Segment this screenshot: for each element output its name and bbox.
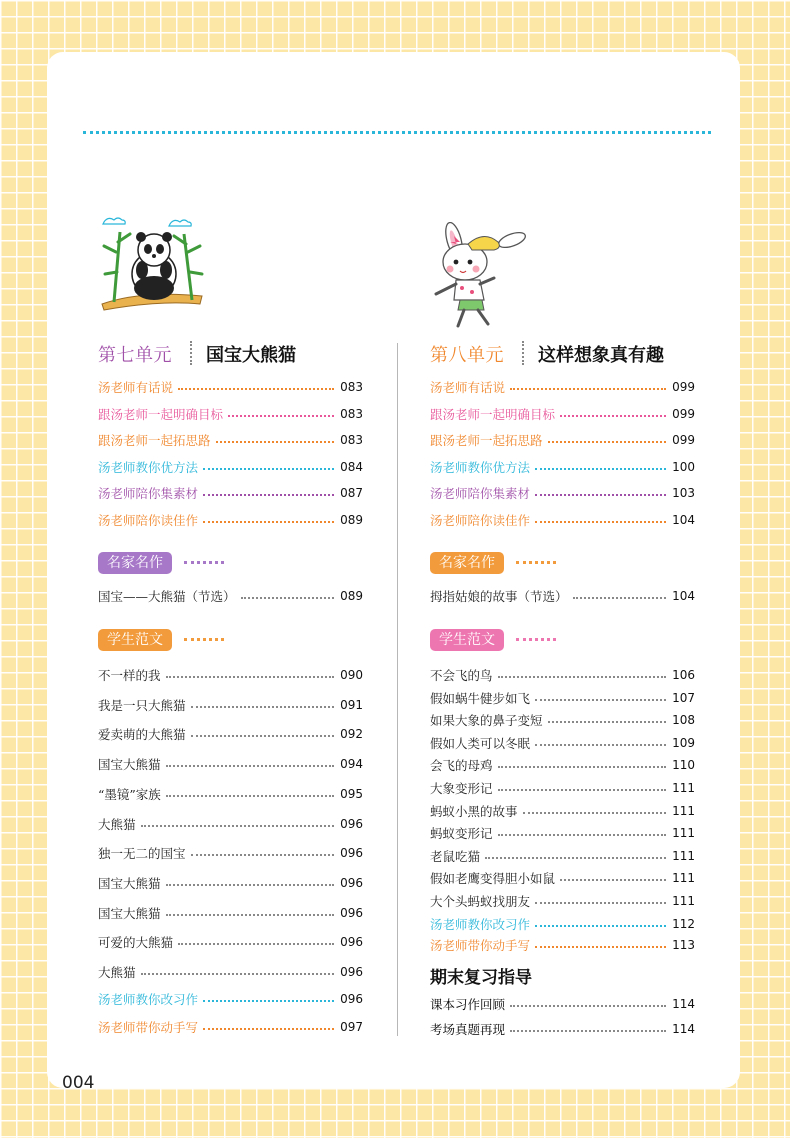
toc-entry: [98, 431, 363, 449]
toc-entry: [98, 458, 363, 476]
toc-entry-title: 国宝——大熊猫（节选）: [98, 589, 236, 604]
toc-leader-dots: [510, 388, 666, 390]
toc-entry-title: 如果大象的鼻子变短: [430, 713, 543, 729]
toc-entry-title: 汤老师带你动手写: [430, 937, 531, 953]
toc-entry: [98, 725, 363, 743]
toc-entry: [430, 666, 695, 684]
unit-number: 第七单元: [98, 345, 172, 366]
toc-leader-dots: [535, 699, 666, 701]
toc-entry-title: 假如老鹰变得胆小如鼠: [430, 871, 556, 887]
toc-leader-dots: [498, 766, 666, 768]
toc-entry: [430, 824, 695, 842]
toc-leader-dots: [166, 765, 334, 767]
toc-entry-page: 107: [672, 690, 695, 705]
toc-entry-title: 跟汤老师一起拓思路: [98, 433, 211, 449]
toc-leader-dots: [203, 1000, 334, 1002]
toc-entry-title: 大熊猫: [98, 816, 136, 832]
toc-entry-title: 考场真题再现: [430, 1022, 506, 1037]
toc-entry-page: 114: [672, 997, 695, 1011]
toc-entry: [98, 933, 363, 951]
toc-entry-page: 083: [340, 380, 363, 394]
toc-entry: [98, 904, 363, 922]
toc-entry-title: 我是一只大熊猫: [98, 697, 186, 713]
toc-entry: [98, 815, 363, 833]
toc-entry: [98, 511, 363, 529]
unit-title: 国宝大熊猫: [206, 345, 296, 366]
toc-entry-title: 汤老师有话说: [98, 380, 174, 395]
toc-entry-page: 094: [340, 757, 363, 772]
toc-entry-title: 汤老师教你改习作: [430, 917, 531, 932]
toc-entry-title: 跟汤老师一起明确目标: [430, 406, 556, 422]
toc-entry-title: 拇指姑娘的故事（节选）: [430, 589, 568, 604]
toc-entry: [98, 785, 363, 803]
toc-entry-title: 跟汤老师一起明确目标: [98, 406, 224, 422]
toc-entry-title: 课本习作回顾: [430, 997, 506, 1012]
rabbit-icon: [430, 222, 530, 330]
toc-leader-dots: [535, 468, 666, 470]
toc-leader-dots: [178, 388, 334, 390]
toc-entry-page: 084: [340, 459, 363, 474]
toc-leader-dots: [141, 825, 334, 827]
toc-entry-page: 111: [672, 781, 695, 795]
toc-entry: [430, 458, 695, 476]
toc-leader-dots: [191, 735, 334, 737]
toc-leader-dots: [191, 706, 334, 708]
toc-entry-page: 111: [672, 894, 695, 908]
page-number: 004: [62, 1073, 95, 1093]
toc-entry-title: 大个头蚂蚁找朋友: [430, 894, 531, 909]
toc-entry: [98, 484, 363, 502]
toc-leader-dots: [535, 925, 666, 927]
toc-leader-dots: [560, 415, 666, 417]
toc-entry: [430, 511, 695, 529]
toc-entry-page: 095: [340, 786, 363, 801]
toc-entry: [430, 1020, 695, 1038]
toc-entry: [98, 696, 363, 714]
toc-leader-dots: [498, 676, 666, 678]
toc-leader-dots: [560, 879, 666, 881]
toc-entry-page: 100: [672, 459, 695, 474]
toc-leader-dots: [535, 744, 666, 746]
toc-entry-title: 汤老师陪你读佳作: [98, 513, 199, 528]
toc-entry: [98, 874, 363, 892]
toc-entry-title: 大象变形记: [430, 781, 493, 796]
toc-entry: [430, 484, 695, 502]
toc-entry-title: 会飞的母鸡: [430, 758, 493, 774]
toc-entry: [430, 734, 695, 752]
toc-entry-page: 096: [340, 992, 363, 1006]
toc-entry-page: 112: [672, 917, 695, 931]
toc-leader-dots: [166, 676, 334, 678]
toc-leader-dots: [166, 795, 334, 797]
toc-entry: [98, 587, 363, 605]
toc-entry-page: 108: [672, 713, 695, 728]
unit-heading: [430, 341, 695, 365]
toc-leader-dots: [535, 494, 666, 496]
toc-entry-title: 国宝大熊猫: [98, 905, 161, 921]
badge-dots: [516, 638, 556, 641]
toc-entry-page: 113: [672, 937, 695, 952]
toc-entry-title: 可爱的大熊猫: [98, 935, 174, 951]
toc-entry-page: 111: [672, 871, 695, 886]
student-essays-badge: 学生范文: [98, 629, 172, 651]
toc-entry-title: 汤老师陪你集素材: [98, 486, 199, 502]
famous-works-badge: 名家名作: [430, 552, 504, 574]
toc-entry-page: 104: [672, 513, 695, 527]
toc-entry: [430, 802, 695, 820]
toc-leader-dots: [485, 857, 666, 859]
toc-leader-dots: [216, 441, 334, 443]
toc-entry: [98, 963, 363, 981]
toc-leader-dots: [535, 521, 666, 523]
toc-entry-page: 111: [672, 848, 695, 863]
panda-icon: [98, 212, 210, 312]
toc-entry-title: 老鼠吃猫: [430, 848, 481, 864]
toc-entry: [98, 1018, 363, 1036]
toc-entry-page: 096: [340, 875, 363, 890]
toc-entry-page: 096: [340, 965, 363, 979]
toc-leader-dots: [203, 494, 334, 496]
toc-leader-dots: [510, 1005, 666, 1007]
toc-entry-title: 国宝大熊猫: [98, 757, 161, 773]
unit-separator: [190, 341, 192, 365]
toc-entry-title: 汤老师陪你读佳作: [430, 513, 531, 528]
toc-leader-dots: [573, 597, 666, 599]
toc-entry-page: 096: [340, 905, 363, 920]
toc-entry: [430, 995, 695, 1013]
toc-entry-title: 不会飞的鸟: [430, 668, 493, 683]
toc-entry-page: 096: [340, 935, 363, 950]
toc-entry-title: “墨镜”家族: [98, 786, 161, 802]
toc-entry-page: 111: [672, 826, 695, 841]
toc-leader-dots: [166, 914, 334, 916]
final-review-title: 期末复习指导: [430, 968, 532, 988]
toc-entry: [98, 990, 363, 1008]
toc-entry-title: 假如蜗牛健步如飞: [430, 690, 531, 706]
unit-number: 第八单元: [430, 345, 504, 366]
toc-entry-page: 091: [340, 697, 363, 712]
toc-entry-page: 110: [672, 758, 695, 773]
toc-entry-page: 099: [672, 433, 695, 448]
toc-entry-title: 跟汤老师一起拓思路: [430, 433, 543, 449]
toc-entry-page: 099: [672, 406, 695, 421]
toc-entry-page: 089: [340, 589, 363, 603]
toc-entry: [98, 666, 363, 684]
toc-leader-dots: [141, 973, 334, 975]
unit-heading: [98, 341, 363, 365]
toc-entry: [430, 936, 695, 954]
student-essays-badge: 学生范文: [430, 629, 504, 651]
toc-leader-dots: [510, 1030, 666, 1032]
top-dotted-rule: [83, 131, 711, 134]
toc-entry-page: 114: [672, 1022, 695, 1036]
toc-entry: [430, 869, 695, 887]
toc-entry-page: 083: [340, 406, 363, 421]
toc-entry-page: 096: [340, 846, 363, 861]
toc-entry-title: 汤老师教你优方法: [430, 459, 531, 475]
badge-dots: [184, 638, 224, 641]
toc-entry-title: 爱卖萌的大熊猫: [98, 727, 186, 743]
toc-entry-page: 106: [672, 668, 695, 682]
toc-leader-dots: [166, 884, 334, 886]
badge-dots: [516, 561, 556, 564]
toc-entry: [430, 431, 695, 449]
toc-entry-page: 109: [672, 735, 695, 750]
toc-leader-dots: [498, 834, 666, 836]
toc-entry-title: 国宝大熊猫: [98, 875, 161, 891]
toc-entry: [430, 711, 695, 729]
toc-entry-title: 汤老师教你优方法: [98, 459, 199, 475]
toc-entry: [430, 915, 695, 933]
toc-entry-title: 汤老师教你改习作: [98, 992, 199, 1007]
toc-leader-dots: [203, 521, 334, 523]
toc-entry: [98, 378, 363, 396]
toc-entry-page: 089: [340, 513, 363, 527]
toc-entry-page: 092: [340, 727, 363, 742]
toc-leader-dots: [498, 789, 666, 791]
toc-entry: [98, 755, 363, 773]
toc-entry-page: 099: [672, 380, 695, 394]
toc-entry: [98, 844, 363, 862]
toc-entry: [430, 892, 695, 910]
toc-entry-title: 汤老师有话说: [430, 380, 506, 395]
toc-entry-title: 蚂蚁变形记: [430, 826, 493, 842]
toc-entry-page: 096: [340, 816, 363, 831]
toc-entry-title: 大熊猫: [98, 965, 136, 980]
toc-leader-dots: [203, 1028, 334, 1030]
toc-entry-title: 汤老师陪你集素材: [430, 486, 531, 502]
toc-entry-title: 独一无二的国宝: [98, 846, 186, 862]
toc-entry-page: 111: [672, 803, 695, 818]
toc-leader-dots: [523, 812, 666, 814]
toc-leader-dots: [191, 854, 334, 856]
toc-leader-dots: [203, 468, 334, 470]
famous-works-badge: 名家名作: [98, 552, 172, 574]
toc-entry: [98, 405, 363, 423]
toc-leader-dots: [228, 415, 334, 417]
unit-separator: [522, 341, 524, 365]
toc-leader-dots: [535, 946, 666, 948]
unit-title: 这样想象真有趣: [538, 345, 664, 366]
toc-leader-dots: [178, 943, 334, 945]
toc-leader-dots: [241, 597, 334, 599]
toc-entry-page: 090: [340, 668, 363, 682]
toc-entry-title: 汤老师带你动手写: [98, 1020, 199, 1035]
toc-entry: [430, 378, 695, 396]
toc-entry-page: 083: [340, 433, 363, 448]
toc-entry: [430, 847, 695, 865]
toc-leader-dots: [535, 902, 666, 904]
toc-entry-title: 假如人类可以冬眠: [430, 735, 531, 751]
toc-entry-page: 104: [672, 589, 695, 603]
toc-entry-page: 097: [340, 1020, 363, 1034]
toc-entry-page: 103: [672, 486, 695, 501]
toc-entry: [430, 779, 695, 797]
toc-entry-title: 蚂蚁小黑的故事: [430, 803, 518, 819]
toc-leader-dots: [548, 721, 666, 723]
toc-entry: [430, 405, 695, 423]
column-divider: [397, 343, 398, 1036]
toc-entry: [430, 587, 695, 605]
toc-leader-dots: [548, 441, 666, 443]
toc-entry: [430, 756, 695, 774]
toc-entry-title: 不一样的我: [98, 668, 161, 683]
badge-dots: [184, 561, 224, 564]
toc-entry: [430, 689, 695, 707]
toc-entry-page: 087: [340, 486, 363, 501]
